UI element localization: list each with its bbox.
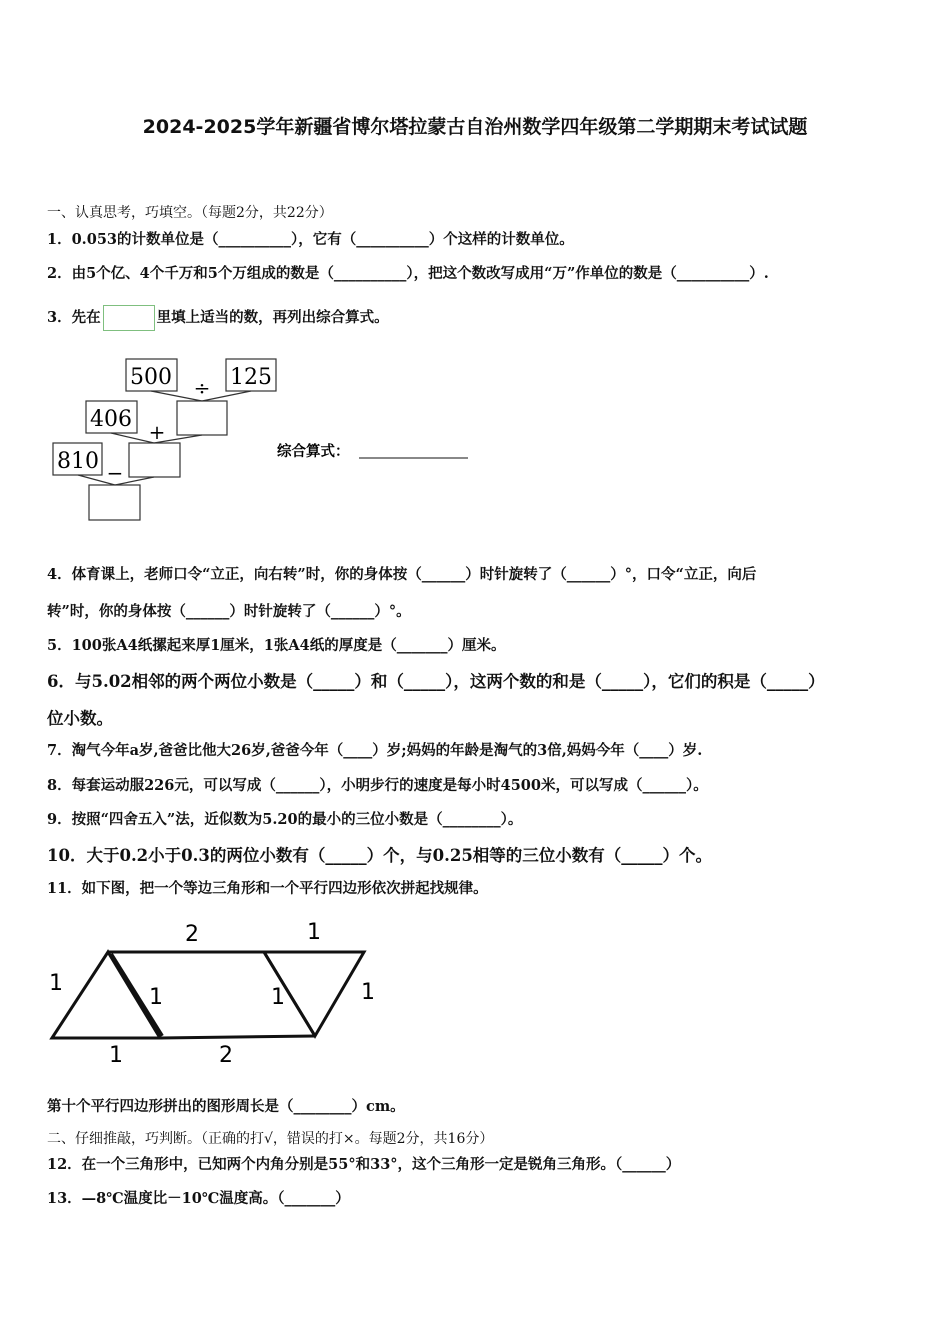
blank-box-sum[interactable]: [129, 443, 180, 477]
question-10: 10．大于0.2小于0.3的两位小数有（_____）个，与0.25相等的三位小数有（_____）个。: [47, 846, 713, 865]
number-125: 125: [230, 365, 272, 390]
question-12: 12．在一个三角形中，已知两个内角分别是55°和33°，这个三角形一定是锐角三角形。（______）: [47, 1156, 681, 1173]
triangle-parallelogram-figure: [40, 915, 400, 1075]
number-500: 500: [130, 365, 172, 390]
formula-label: 综合算式：: [277, 443, 350, 460]
question-7: 7．淘气今年a岁,爸爸比他大26岁,爸爸今年（____）岁;妈妈的年龄是淘气的3倍,妈妈今年（____）岁.: [47, 742, 703, 759]
question-3-prefix: 3．先在: [47, 309, 101, 326]
blank-box-quotient[interactable]: [177, 401, 227, 435]
label-right-1: 1: [361, 980, 375, 1005]
label-middle-1b: 1: [271, 985, 285, 1010]
minus-sign: −: [106, 461, 124, 485]
arithmetic-tree-figure: [40, 350, 500, 530]
question-11: 11．如下图，把一个等边三角形和一个平行四边形依次拼起找规律。: [47, 880, 488, 897]
number-810: 810: [57, 449, 99, 474]
divide-sign: ÷: [193, 376, 211, 400]
question-13: 13．—8℃温度比－10℃温度高。（_______）: [47, 1190, 350, 1207]
question-4-line-1: 4．体育课上，老师口令“立正，向右转”时，你的身体按（______）时针旋转了（______）°，口令“立正，向后: [47, 566, 757, 583]
question-9: 9．按照“四舍五入”法，近似数为5.20的最小的三位小数是（________）。: [47, 811, 523, 828]
blank-box-result[interactable]: [89, 485, 140, 520]
label-top-1: 1: [307, 920, 321, 945]
number-406: 406: [90, 407, 132, 432]
label-bottom-1: 1: [109, 1043, 123, 1068]
answer-box[interactable]: [103, 305, 155, 331]
question-11-answer: 第十个平行四边形拼出的图形周长是（________）cm。: [47, 1098, 405, 1115]
label-middle-1a: 1: [149, 985, 163, 1010]
question-5: 5．100张A4纸摞起来厚1厘米，1张A4纸的厚度是（_______）厘米。: [47, 637, 506, 654]
label-left-1: 1: [49, 971, 63, 996]
question-4-line-2: 转”时，你的身体按（______）时针旋转了（______）°。: [47, 603, 411, 620]
question-3: [47, 305, 389, 331]
plus-sign: +: [148, 420, 166, 444]
question-1: 1．0.053的计数单位是（__________），它有（__________）个这样的计数单位。: [47, 231, 574, 248]
page-title: 2024-2025学年新疆省博尔塔拉蒙古自治州数学四年级第二学期期末考试试题: [142, 116, 808, 138]
question-3-suffix: 里填上适当的数，再列出综合算式。: [156, 309, 389, 326]
section-2-heading: 二、仔细推敲，巧判断。（正确的打√，错误的打×。每题2分，共16分）: [47, 1131, 494, 1147]
question-6-line-1: 6．与5.02相邻的两个两位小数是（_____）和（_____），这两个数的和是（_____），它们的积是（_____）: [47, 672, 825, 691]
question-6-line-2: 位小数。: [47, 709, 113, 728]
question-8: 8．每套运动服226元，可以写成（______），小明步行的速度是每小时4500米，可以写成（______）。: [47, 777, 708, 794]
equilateral-triangle-left: [52, 952, 160, 1038]
section-1-heading: 一、认真思考，巧填空。（每题2分，共22分）: [47, 205, 333, 221]
question-2: 2．由5个亿、4个千万和5个万组成的数是（__________），把这个数改写成用“万”作单位的数是（__________）.: [47, 265, 769, 282]
label-top-2: 2: [185, 922, 199, 947]
label-bottom-2: 2: [219, 1043, 233, 1068]
